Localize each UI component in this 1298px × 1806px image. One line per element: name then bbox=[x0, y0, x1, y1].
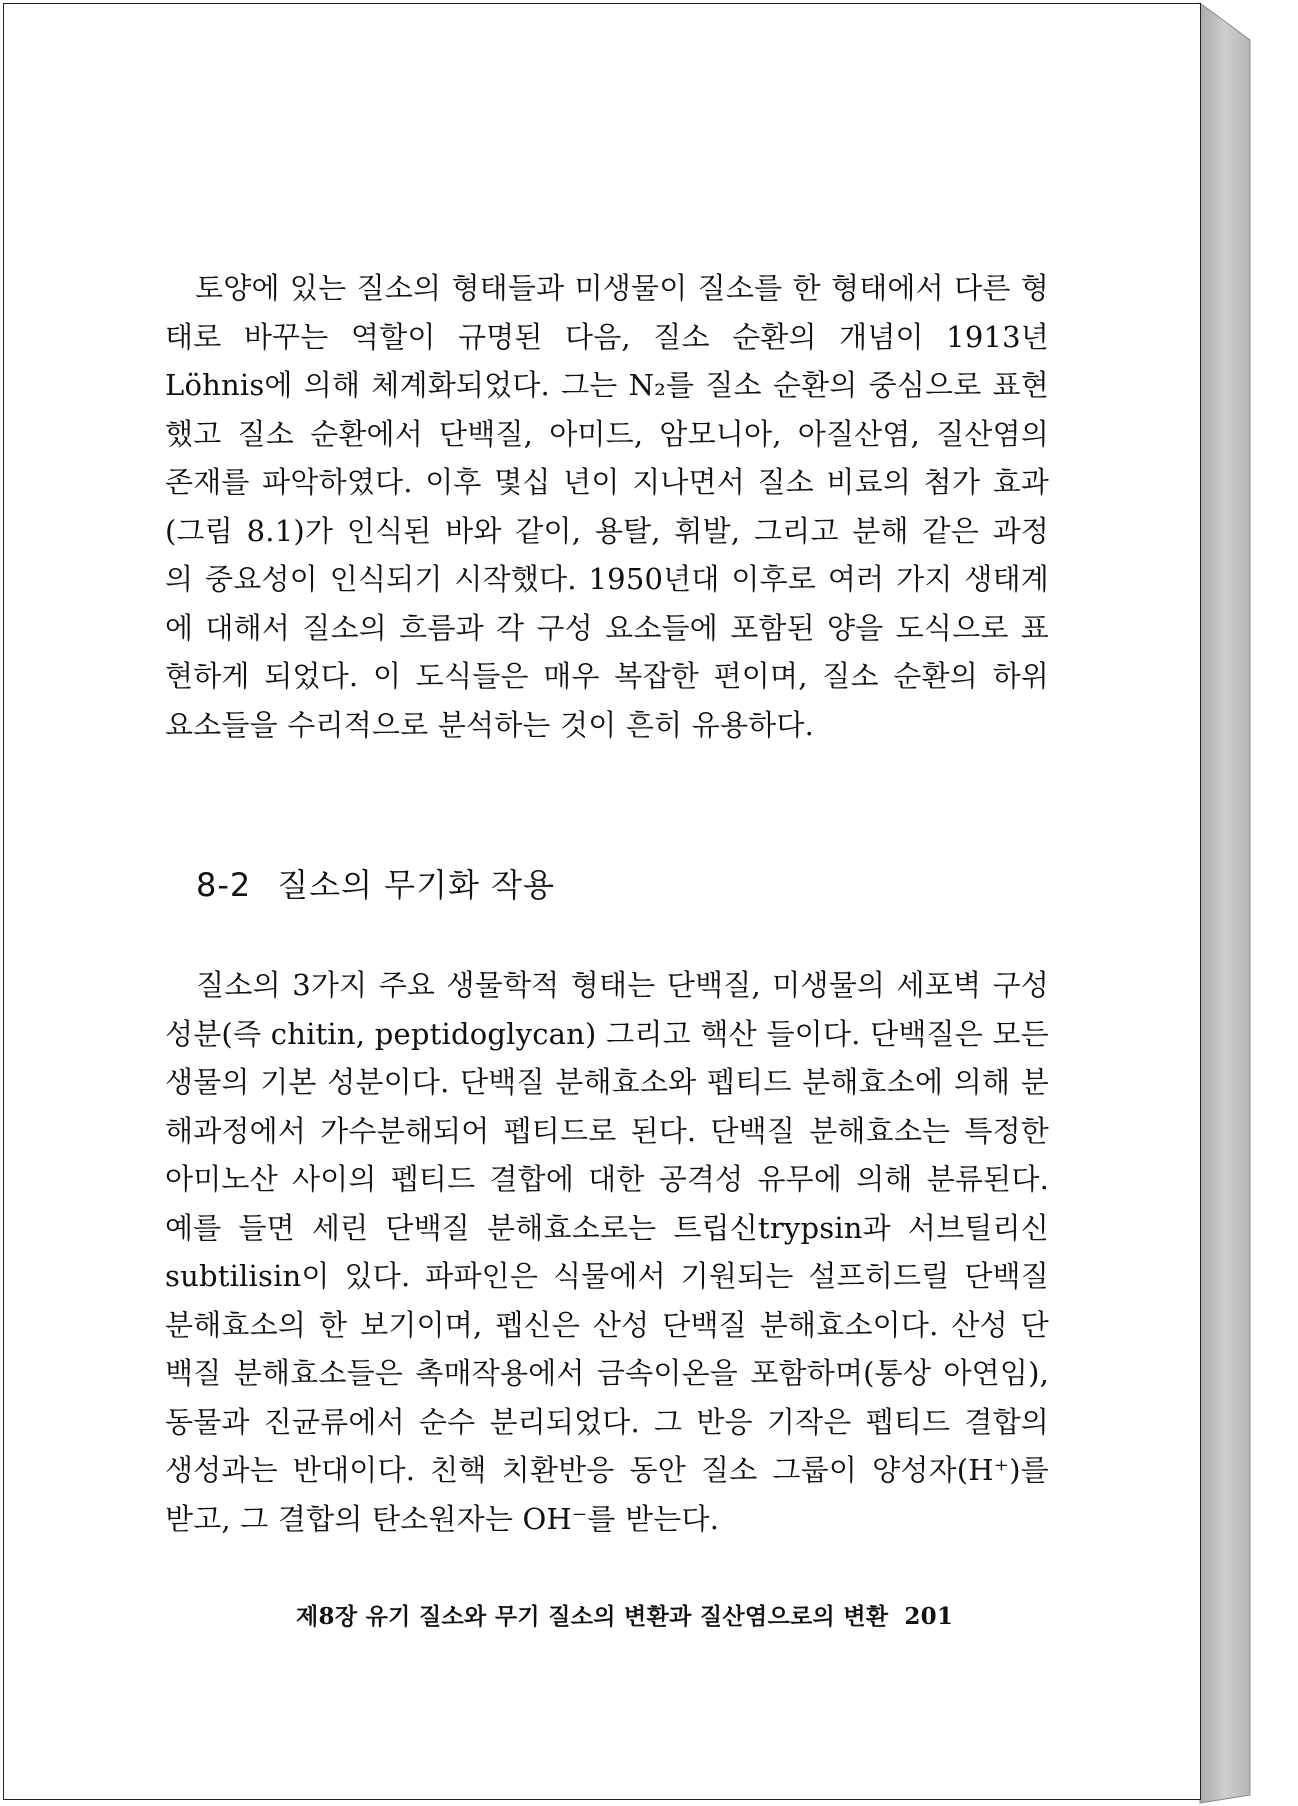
text-line: 백질 분해효소들은 촉매작용에서 금속이온을 포함하며(통상 아연임), bbox=[165, 1356, 1049, 1390]
text-line: 성분(즉 chitin, peptidoglycan) 그리고 핵산 들이다. 단백질은 모든 bbox=[165, 1016, 1049, 1051]
text-line: subtilisin이 있다. 파파인은 식물에서 기원되는 설프히드릴 단백질 bbox=[165, 1259, 1049, 1293]
text-line: 아미노산 사이의 펩티드 결합에 대한 공격성 유무에 의해 분류된다. bbox=[165, 1162, 1049, 1196]
text-line: 했고 질소 순환에서 단백질, 아미드, 암모니아, 아질산염, 질산염의 bbox=[165, 416, 1049, 451]
section-heading bbox=[196, 860, 555, 906]
text-line: 받고, 그 결합의 탄소원자는 OH⁻를 받는다. bbox=[165, 1501, 720, 1536]
book-side-face bbox=[1200, 3, 1250, 1803]
text-line: 태로 바꾸는 역할이 규명된 다음, 질소 순환의 개념이 1913년 bbox=[165, 319, 1049, 354]
text-line: (그림 8.1)가 인식된 바와 같이, 용탈, 휘발, 그리고 분해 같은 과정 bbox=[165, 513, 1049, 548]
text-line: 생성과는 반대이다. 친핵 치환반응 동안 질소 그룹이 양성자(H⁺)를 bbox=[165, 1453, 1049, 1487]
body-paragraph-1 bbox=[165, 264, 1049, 749]
text-line: 질소의 3가지 주요 생물학적 형태는 단백질, 미생물의 세포벽 구성 bbox=[165, 968, 1049, 1002]
text-line: 존재를 파악하였다. 이후 몇십 년이 지나면서 질소 비료의 첨가 효과 bbox=[165, 465, 1049, 499]
text-line: 현하게 되었다. 이 도식들은 매우 복잡한 편이며, 질소 순환의 하위 bbox=[165, 659, 1049, 693]
text-line: Löhnis에 의해 체계화되었다. 그는 N₂를 질소 순환의 중심으로 표현 bbox=[165, 368, 1049, 402]
section-title: 질소의 무기화 작용 bbox=[277, 866, 555, 904]
text-line: 예를 들면 세린 단백질 분해효소로는 트립신trypsin과 서브틸리신 bbox=[165, 1210, 1049, 1245]
text-line: 에 대해서 질소의 흐름과 각 구성 요소들에 포함된 양을 도식으로 표 bbox=[165, 610, 1049, 645]
text-line: 분해효소의 한 보기이며, 펩신은 산성 단백질 분해효소이다. 산성 단 bbox=[165, 1307, 1049, 1342]
text-line: 생물의 기본 성분이다. 단백질 분해효소와 펩티드 분해효소에 의해 분 bbox=[165, 1065, 1049, 1099]
text-line: 토양에 있는 질소의 형태들과 미생물이 질소를 한 형태에서 다른 형 bbox=[165, 271, 1049, 305]
body-paragraph-2 bbox=[165, 961, 1049, 1543]
text-line: 동물과 진균류에서 순수 분리되었다. 그 반응 기작은 펩티드 결합의 bbox=[165, 1404, 1049, 1439]
section-number: 8-2 bbox=[196, 866, 252, 904]
text-line: 해과정에서 가수분해되어 펩티드로 된다. 단백질 분해효소는 특정한 bbox=[165, 1113, 1049, 1148]
text-line: 요소들을 수리적으로 분석하는 것이 흔히 유용하다. bbox=[165, 707, 815, 742]
running-footer bbox=[296, 1598, 953, 1631]
text-line: 의 중요성이 인식되기 시작했다. 1950년대 이후로 여러 가지 생태계 bbox=[165, 562, 1049, 596]
running-title: 제8장 유기 질소와 무기 질소의 변환과 질산염으로의 변환 bbox=[296, 1603, 889, 1630]
page-number: 201 bbox=[904, 1603, 954, 1630]
